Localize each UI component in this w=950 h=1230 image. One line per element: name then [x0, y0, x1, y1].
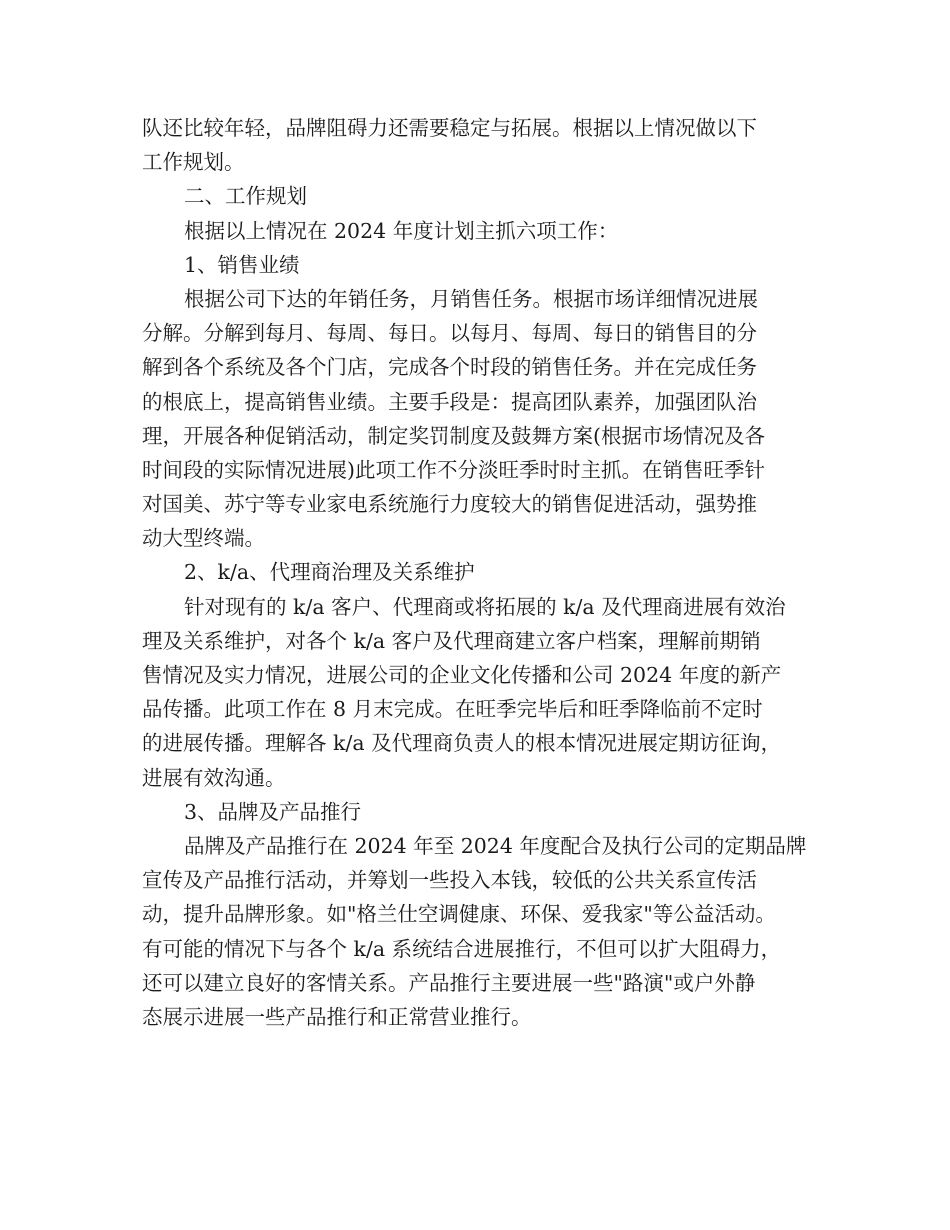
text-line: 宣传及产品推行活动，并筹划一些投入本钱，较低的公共关系宣传活: [142, 868, 757, 893]
text-line: 有可能的情况下与各个 k/a 系统结合进展推行，不但可以扩大阻碍力，: [142, 936, 782, 961]
text-line: 针对现有的 k/a 客户、代理商或将拓展的 k/a 及代理商进展有效治: [184, 594, 786, 619]
text-line: 理，开展各种促销活动，制定奖罚制度及鼓舞方案(根据市场情况及各: [142, 423, 765, 448]
subsection-heading: 2、k/a、代理商治理及关系维护: [184, 560, 475, 585]
subsection-heading: 1、销售业绩: [184, 252, 300, 277]
text-line: 理及关系维护，对各个 k/a 客户及代理商建立客户档案，理解前期销: [142, 628, 761, 653]
text-line: 的进展传播。理解各 k/a 及代理商负责人的根本情况进展定期访征询，: [142, 731, 782, 756]
text-line: 队还比较年轻，品牌阻碍力还需要稳定与拓展。根据以上情况做以下: [142, 116, 757, 140]
text-line: 对国美、苏宁等专业家电系统施行力度较大的销售促进活动，强势推: [142, 492, 757, 517]
text-line: 时间段的实际情况进展)此项工作不分淡旺季时时主抓。在销售旺季针: [142, 457, 765, 482]
text-line: 售情况及实力情况，进展公司的企业文化传播和公司 2024 年度的新产: [142, 663, 782, 687]
text-line: 态展示进展一些产品推行和正常营业推行。: [142, 1004, 532, 1029]
text-line: 分解。分解到每月、每周、每日。以每月、每周、每日的销售目的分: [142, 321, 757, 346]
text-line: 动，提升品牌形象。如"格兰仕空调健康、环保、爱我家"等公益活动。: [142, 902, 776, 927]
text-line: 进展有效沟通。: [142, 765, 286, 790]
text-line: 的根底上，提高销售业绩。主要手段是：提高团队素养，加强团队治: [142, 389, 757, 414]
text-line: 还可以建立良好的客情关系。产品推行主要进展一些"路演"或户外静: [142, 970, 756, 995]
document-page: [142, 111, 827, 1034]
subsection-heading: 3、品牌及产品推行: [184, 799, 362, 824]
text-line: 工作规划。: [142, 150, 245, 175]
section-heading: 二、工作规划: [184, 184, 307, 209]
text-line: 品传播。此项工作在 8 月末完成。在旺季完毕后和旺季降临前不定时: [142, 697, 763, 722]
text-line: 根据公司下达的年销任务，月销售任务。根据市场详细情况进展: [184, 286, 758, 311]
text-line: 解到各个系统及各个门店，完成各个时段的销售任务。并在完成任务: [142, 355, 757, 380]
text-line: 品牌及产品推行在 2024 年至 2024 年度配合及执行公司的定期品牌: [184, 833, 807, 858]
text-line: 动大型终端。: [142, 526, 265, 551]
text-line: 根据以上情况在 2024 年度计划主抓六项工作：: [184, 218, 619, 243]
